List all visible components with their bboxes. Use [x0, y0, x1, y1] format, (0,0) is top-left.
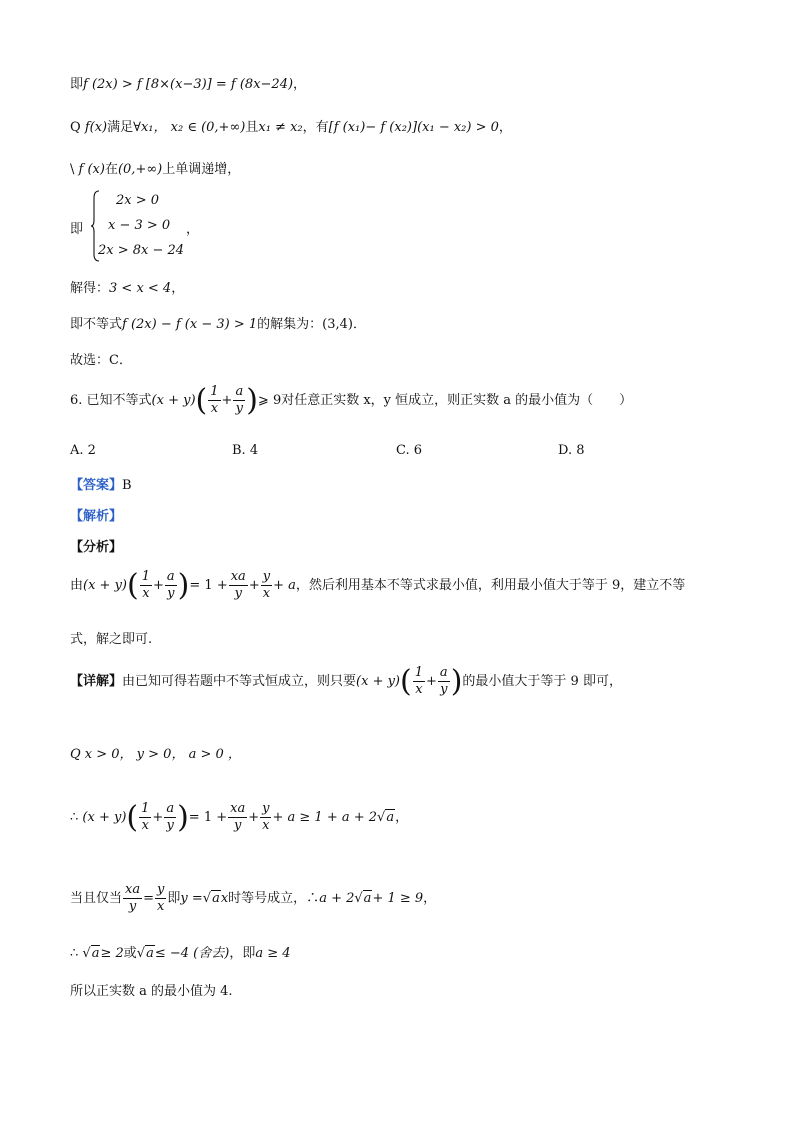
text: 即不等式	[70, 317, 123, 332]
text: ，	[498, 120, 512, 135]
math: x	[220, 891, 229, 906]
math: = 1 +	[189, 578, 228, 593]
math: ⩾ 9	[257, 393, 282, 408]
text: ，	[293, 77, 307, 92]
question-text: 对任意正实数 x，y 恒成立，则正实数 a 的最小值为（ ）	[281, 393, 633, 408]
text: 当且仅当	[70, 891, 123, 906]
fraction: $\frac{xa}{y}$	[230, 801, 246, 833]
jiexi-tag: 【解析】	[70, 509, 123, 524]
option-a[interactable]: A. 2	[70, 443, 96, 458]
text: \	[70, 162, 75, 177]
result-line	[70, 942, 291, 961]
text: 或	[123, 946, 137, 961]
math: a + 2	[319, 891, 355, 906]
line-3	[70, 158, 240, 177]
sqrt-icon: √	[202, 891, 212, 906]
math: ≤ −4 (舍去)	[154, 946, 230, 961]
math: a	[363, 891, 372, 906]
fraction: $\frac{a}{y}$	[439, 665, 448, 697]
text: ．	[352, 317, 366, 332]
math: =	[143, 891, 155, 906]
text: 的最小值大于等于 9 即可，	[462, 674, 622, 689]
math: a	[386, 810, 395, 825]
system-eq-1: 2x > 0	[116, 193, 160, 208]
fraction: $\frac{a}{y}$	[166, 569, 175, 601]
fraction: $\frac{1}{x}$	[414, 665, 424, 697]
fraction: $\frac{a}{y}$	[166, 801, 175, 833]
math: ∀x₁， x₂ ∈ (0,+∞)	[133, 120, 246, 135]
math: (3,4)	[322, 317, 353, 332]
math: a	[91, 946, 100, 961]
fraction: $\frac{1}{x}$	[141, 569, 150, 601]
text: ，	[423, 891, 437, 906]
text: ，有	[302, 120, 329, 135]
text: ，	[171, 281, 185, 296]
text: 时等号成立，∴	[228, 891, 320, 906]
equality-line	[70, 882, 436, 915]
math: + a	[273, 578, 296, 593]
text: 解得：	[70, 281, 110, 296]
fraction: $\frac{y}{x}$	[262, 801, 270, 833]
text: 上单调递增，	[162, 162, 241, 177]
fenxi-tag: 【分析】	[70, 540, 123, 555]
text: Q	[70, 120, 81, 135]
answer-line	[70, 474, 132, 493]
math: (x + y)	[83, 578, 127, 593]
line-7: 故选：C．	[70, 353, 132, 368]
math: ≥ 2	[100, 946, 124, 961]
fraction: $\frac{a}{y}$	[235, 384, 244, 416]
system-eq-2: x − 3 > 0	[108, 218, 171, 233]
detail-line: 【详解】由已知可得若题中不等式恒成立，则只要(x + y)( $\frac{1}{x}$ + $\frac{a}{y}$ )的最小值大于等于 9 即可，	[70, 664, 622, 699]
text: 即	[70, 77, 84, 92]
text: 的解集为：	[257, 317, 323, 332]
text: +	[221, 393, 233, 408]
answer-value: B	[122, 478, 132, 493]
text: ，然后利用基本不等式求最小值，利用最小值大于等于 9，建立不等	[295, 578, 686, 593]
line-2	[70, 116, 512, 135]
system-prefix: 即	[70, 222, 84, 237]
system-eq-3: 2x > 8x − 24	[98, 243, 185, 258]
text: 在	[104, 162, 118, 177]
detail-tag: 【详解】	[70, 674, 123, 689]
fraction: $\frac{y}{x}$	[262, 569, 271, 601]
sqrt-icon: √	[136, 946, 146, 961]
math: f (2x) − f (x − 3) > 1	[122, 317, 258, 332]
analysis-line: 由(x + y)( $\frac{1}{x}$ + $\frac{a}{y}$ )= 1 + $\frac{xa}{y}$ + $\frac{y}{x}$ + a，然后利用基本不等式求最小值，利用最小值大于等于 9，建立不等	[70, 568, 686, 603]
fraction: $\frac{1}{x}$	[141, 801, 150, 833]
line-6	[70, 313, 366, 332]
question-number: 6. 已知不等式	[70, 393, 152, 408]
math: x₁ ≠ x₂	[258, 120, 303, 135]
line-5	[70, 277, 184, 296]
option-d[interactable]: D. 8	[558, 443, 585, 458]
math: + 1 ≥ 9	[372, 891, 424, 906]
math: + a ≥ 1 + a + 2	[272, 810, 378, 825]
math: f (2x) > f [8×(x−3)] = f (8x−24)	[83, 77, 294, 92]
therefore-icon: ∴	[70, 810, 79, 825]
fraction: $\frac{xa}{y}$	[230, 569, 246, 601]
question-6: 6. 已知不等式(x + y)( $\frac{1}{x}$ + $\frac{a}{y}$ )⩾ 9对任意正实数 x，y 恒成立，则正实数 a 的最小值为（ ）	[70, 383, 633, 418]
text: 由	[70, 578, 84, 593]
text: 即	[167, 891, 181, 906]
line-1	[70, 73, 306, 92]
text: 由已知可得若题中不等式恒成立，则只要	[122, 674, 357, 689]
fraction: $\frac{1}{x}$	[210, 384, 219, 416]
math: 3 < x < 4	[109, 281, 172, 296]
text: ，	[186, 222, 200, 237]
math: (x + y)	[82, 810, 127, 825]
text: ，即	[229, 946, 256, 961]
answer-tag: 【答案】	[70, 478, 123, 493]
math: f(x)	[84, 120, 108, 135]
math: a	[212, 891, 220, 906]
therefore-icon: ∴	[70, 946, 79, 961]
sqrt-icon: √	[82, 946, 91, 961]
math: a ≥ 4	[255, 946, 291, 961]
therefore-line: ∴ (x + y)( $\frac{1}{x}$ + $\frac{a}{y}$ )= 1 + $\frac{xa}{y}$ + $\frac{y}{x}$ + a ≥ 1 + a + 2√a，	[70, 800, 409, 835]
option-c[interactable]: C. 6	[396, 443, 423, 458]
option-b[interactable]: B. 4	[232, 443, 259, 458]
text: 且	[245, 120, 259, 135]
math: = 1 +	[188, 810, 228, 825]
math: [f (x₁)− f (x₂)](x₁ − x₂) > 0	[328, 120, 499, 135]
analysis-line-2: 式，解之即可.	[70, 632, 153, 647]
math: (x + y)	[151, 393, 196, 408]
fraction: $\frac{y}{x}$	[157, 882, 165, 914]
math: (x + y)	[356, 674, 401, 689]
math: f (x)	[78, 162, 105, 177]
text: ，	[395, 810, 409, 825]
math: +	[248, 578, 260, 593]
math: y =	[180, 891, 203, 906]
condition-line: Q x > 0， y > 0， a > 0 ，	[70, 747, 241, 762]
math: a	[146, 946, 154, 961]
math: (0,+∞)	[117, 162, 163, 177]
text: 满足	[107, 120, 134, 135]
fraction: $\frac{xa}{y}$	[125, 882, 141, 914]
sqrt-icon: √	[377, 810, 386, 825]
final-line: 所以正实数 a 的最小值为 4.	[70, 984, 233, 999]
sqrt-icon: √	[354, 891, 363, 906]
